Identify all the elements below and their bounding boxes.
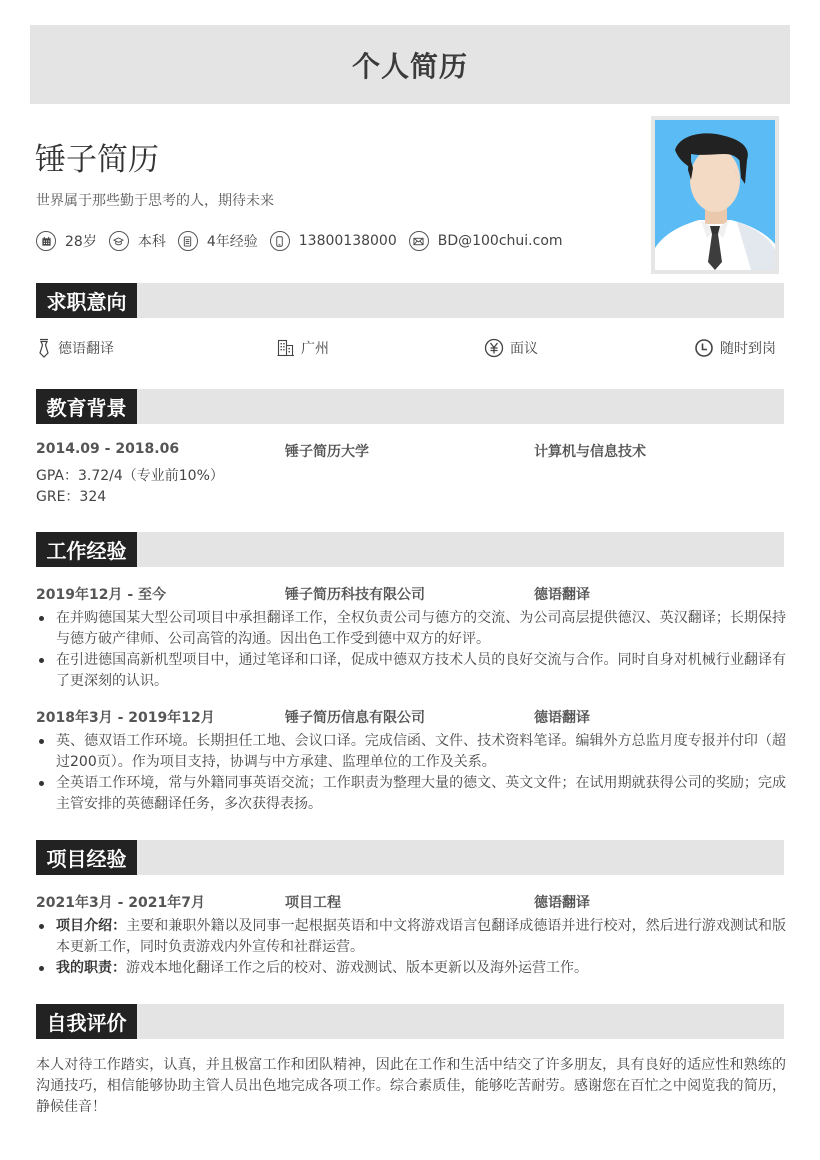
- list-item: [36, 958, 786, 979]
- intent-salary: [484, 338, 538, 358]
- project-role: 德语翻译: [534, 895, 590, 911]
- section-title: 求职意向: [36, 283, 137, 318]
- section-title: 项目经验: [36, 840, 137, 875]
- candidate-motto: 世界属于那些勤于思考的人，期待未来: [36, 193, 274, 209]
- section-title: 工作经验: [36, 532, 137, 567]
- resume-banner: [30, 25, 790, 104]
- calendar-icon: [36, 231, 56, 251]
- section-title: 自我评价: [36, 1004, 137, 1039]
- info-text: 本科: [137, 234, 166, 250]
- profile-photo-frame: [651, 116, 779, 274]
- list-item: 全英语工作环境，常与外籍同事英语交流；工作职责为整理大量的德文、英文文件；在试用期就获得公司的奖励；完成主管安排的英德翻译任务，多次获得表扬。: [36, 773, 786, 815]
- section-header-self-eval: [36, 1004, 784, 1039]
- info-age: [36, 231, 97, 251]
- bullet-label: 我的职责：: [56, 960, 126, 976]
- info-text: BD@100chui.com: [437, 233, 563, 249]
- profile-photo: [655, 120, 775, 270]
- education-gre: GRE：324: [36, 489, 107, 505]
- yen-icon: [484, 338, 504, 358]
- basic-info-row: [36, 231, 575, 251]
- intent-text: 德语翻译: [58, 341, 114, 357]
- phone-icon: [270, 231, 290, 251]
- work-period: 2018年3月 - 2019年12月: [36, 710, 215, 726]
- info-text: 13800138000: [298, 233, 397, 249]
- list-item: 在并购德国某大型公司项目中承担翻译工作，全权负责公司与德方的交流、为公司高层提供德汉、英汉翻译；长期保持与德方破产律师、公司高管的沟通。因出色工作受到德中双方的好评。: [36, 608, 786, 650]
- education-gpa: GPA：3.72/4（专业前10%）: [36, 468, 224, 484]
- bullet-text: 游戏本地化翻译工作之后的校对、游戏测试、版本更新以及海外运营工作。: [126, 960, 588, 976]
- work-period: 2019年12月 - 至今: [36, 587, 167, 603]
- project-entry-header: [36, 892, 784, 912]
- section-header-project: [36, 840, 784, 875]
- section-title: 教育背景: [36, 389, 137, 424]
- avatar-illustration: [655, 120, 775, 270]
- education-major: 计算机与信息技术: [534, 444, 646, 460]
- work-role: 德语翻译: [534, 587, 590, 603]
- project-period: 2021年3月 - 2021年7月: [36, 895, 205, 911]
- intent-position: [36, 338, 114, 358]
- intent-text: 面议: [510, 341, 538, 357]
- intent-text: 随时到岗: [720, 341, 776, 357]
- intent-city: [277, 338, 329, 358]
- page-title: 个人简历: [351, 49, 468, 83]
- education-school: 锤子简历大学: [285, 444, 369, 460]
- info-phone: [270, 231, 397, 251]
- info-email: [409, 231, 563, 251]
- work-entry-header: [36, 584, 784, 604]
- work-duties-list: [36, 731, 786, 815]
- work-company: 锤子简历科技有限公司: [285, 587, 425, 603]
- clock-icon: [694, 338, 714, 358]
- list-item: 在引进德国高新机型项目中，通过笔译和口译，促成中德双方技术人员的良好交流与合作。同时自身对机械行业翻译有了更深刻的认识。: [36, 650, 786, 692]
- info-degree: [109, 231, 166, 251]
- list-item: 英、德双语工作环境。长期担任工地、会议口译。完成信函、文件、技术资料笔译。编辑外方总监月度专报并付印（超过200页）。作为项目支持，协调与中方承建、监理单位的工作及关系。: [36, 731, 786, 773]
- education-period: 2014.09 - 2018.06: [36, 441, 180, 457]
- work-company: 锤子简历信息有限公司: [285, 710, 425, 726]
- document-icon: [178, 231, 198, 251]
- list-item: [36, 916, 786, 958]
- self-evaluation-text: 本人对待工作踏实，认真，并且极富工作和团队精神，因此在工作和生活中结交了许多朋友，具有良好的适应性和熟练的沟通技巧，相信能够协助主管人员出色地完成各项工作。综合素质佳，能够吃苦耐劳。感谢您在百忙之中阅览我的简历，静候佳音！: [36, 1057, 786, 1115]
- job-intent-row: [36, 338, 784, 360]
- section-header-intent: [36, 283, 784, 318]
- bullet-label: 项目介绍：: [56, 918, 127, 934]
- section-header-work: [36, 532, 784, 567]
- building-icon: [277, 339, 295, 357]
- work-role: 德语翻译: [534, 710, 590, 726]
- graduation-cap-icon: [109, 231, 129, 251]
- bullet-text: 主要和兼职外籍以及同事一起根据英语和中文将游戏语言包翻译成德语并进行校对，然后进行游戏测试和版本更新工作，同时负责游戏内外宣传和社群运营。: [56, 918, 787, 955]
- info-text: 28岁: [65, 234, 97, 250]
- mail-icon: [409, 231, 429, 251]
- project-details-list: [36, 916, 786, 979]
- project-name: 项目工程: [285, 895, 341, 911]
- info-experience: [178, 231, 258, 251]
- education-entry-header: [36, 441, 784, 461]
- info-text: 4年经验: [206, 234, 258, 250]
- candidate-name: 锤子简历: [35, 142, 159, 178]
- work-duties-list: [36, 608, 786, 692]
- work-entry-header: [36, 707, 784, 727]
- intent-availability: [694, 338, 776, 358]
- tie-icon: [36, 338, 52, 358]
- intent-text: 广州: [301, 341, 329, 357]
- section-header-education: [36, 389, 784, 424]
